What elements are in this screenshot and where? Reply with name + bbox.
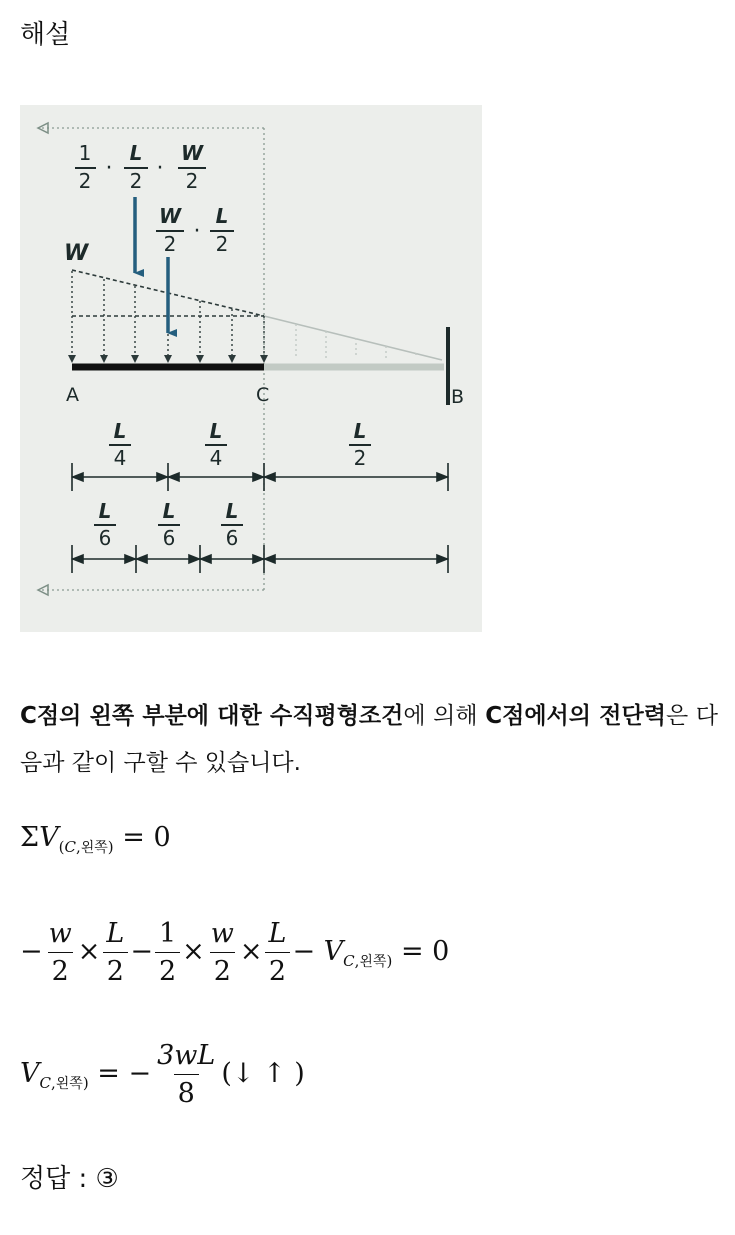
explanation-bold-2: C점에서의 전단력: [485, 703, 666, 729]
dim-l-over-4-second: [205, 419, 227, 470]
distributed-load: [68, 270, 442, 363]
svg-text:4: 4: [209, 446, 223, 470]
heading: 해설: [20, 20, 71, 50]
dim-l-over-4-first: [109, 419, 131, 470]
svg-text:L: L: [98, 499, 112, 523]
svg-text:L: L: [113, 419, 127, 443]
svg-text:4: 4: [113, 446, 127, 470]
svg-text:·: ·: [105, 156, 113, 181]
resultant-2-label: [156, 204, 234, 256]
svg-text:2: 2: [163, 232, 177, 256]
svg-text:2: 2: [353, 446, 367, 470]
dim-l-over-6-first: [94, 499, 116, 550]
svg-text:2: 2: [215, 232, 229, 256]
resultant-1-label: [75, 141, 206, 193]
explanation-bold-1: C점의 왼쪽 부분에 대한 수직평형조건: [20, 703, 404, 729]
svg-text:·: ·: [156, 156, 164, 181]
point-c-label: C: [256, 384, 270, 406]
svg-text:1: 1: [78, 141, 92, 165]
dim-l-over-6-second: [158, 499, 180, 550]
svg-text:2: 2: [185, 169, 199, 193]
svg-text:L: L: [225, 499, 239, 523]
dimension-row-1: [72, 463, 448, 491]
point-a-label: A: [66, 384, 79, 406]
beam-figure: [20, 105, 482, 632]
dimension-row-2: [72, 545, 448, 573]
svg-text:6: 6: [162, 526, 176, 550]
answer: 정답 : ③: [20, 1164, 119, 1194]
svg-text:W: W: [180, 141, 204, 165]
explanation-text-1: 에 의해: [403, 703, 486, 729]
svg-text:·: ·: [193, 219, 201, 244]
svg-text:L: L: [353, 419, 367, 443]
dim-l-over-2: [349, 419, 371, 470]
explanation-paragraph: [20, 693, 718, 787]
equation-1: $\Sigma V_{(C,왼쪽)} = 0$: [20, 822, 171, 856]
svg-text:L: L: [162, 499, 176, 523]
svg-text:L: L: [215, 204, 229, 228]
svg-text:6: 6: [98, 526, 112, 550]
explanation-text-2: 은 다음과 같이 구할 수 있습니다.: [20, 703, 718, 776]
equation-3: $V_{C,왼쪽)}$ = − $\frac{3wL}{8}$ (↓ ↑ ): [20, 1040, 305, 1109]
svg-text:6: 6: [225, 526, 239, 550]
svg-text:2: 2: [78, 169, 92, 193]
svg-text:L: L: [209, 419, 223, 443]
load-w-label: W: [64, 241, 89, 266]
point-b-label: B: [451, 386, 465, 408]
dim-l-over-6-third: [221, 499, 243, 550]
svg-text:2: 2: [129, 169, 143, 193]
equation-2: − $\frac{w}{2}$ × $\frac{L}{2}$ − $\frac{1}{2}$ × $\frac{w}{2}$ × $\frac{L}{2}$ − $V_{C,왼쪽)} = 0$: [20, 918, 450, 987]
svg-text:L: L: [129, 141, 143, 165]
svg-text:W: W: [158, 204, 182, 228]
beam-diagram: [20, 105, 482, 632]
